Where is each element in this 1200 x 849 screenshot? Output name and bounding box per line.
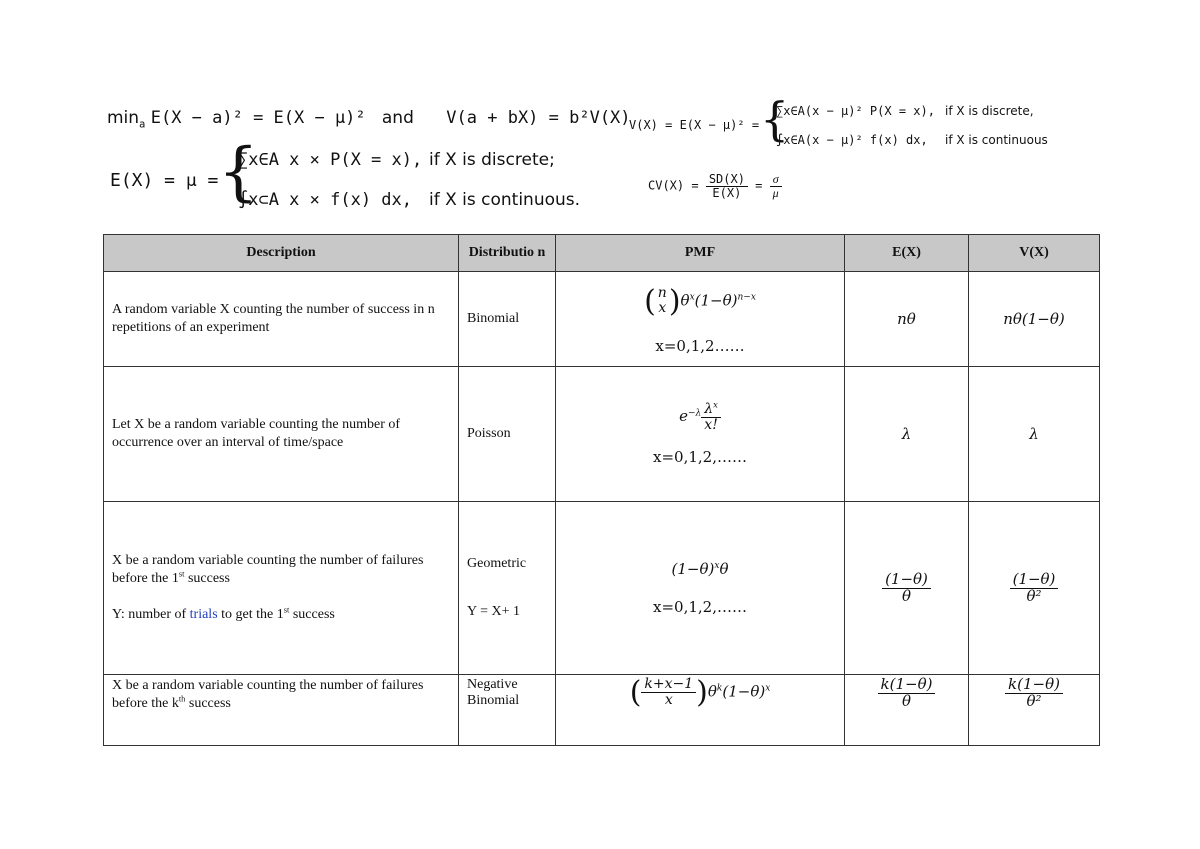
distribution-table	[103, 234, 1100, 746]
expectation-discrete-cond: if X is discrete;	[429, 150, 555, 170]
min-formula	[107, 108, 631, 131]
row-pmf	[556, 502, 845, 675]
row-mean	[845, 502, 969, 675]
min-label: min	[107, 108, 140, 128]
row-distribution	[459, 502, 556, 675]
expectation-continuous-expr: ∫x⊂A x × f(x) dx,	[238, 190, 412, 210]
row-description: X be a random variable counting the number of failures before the $k^{th}$ success	[104, 675, 459, 746]
row-mean	[845, 675, 969, 746]
header-description: Description	[104, 235, 459, 272]
variance-brace: {	[760, 92, 790, 146]
row-variance: nθ(1−θ)	[969, 272, 1100, 367]
row-variance	[969, 675, 1100, 746]
expectation-discrete-expr: ∑x∈A x × P(X = x),	[238, 150, 423, 170]
cv-fraction-greek	[770, 173, 782, 199]
trials-link[interactable]: trials	[189, 607, 218, 622]
variance-rule: V(a + bX) = b²V(X)	[446, 108, 631, 128]
binomial-pmf-formula: ( n x )$\theta^x(1-\theta)^{n-x}$	[644, 283, 756, 319]
variance-discrete-expr: ∑x∈A(x − μ)² P(X = x),	[776, 104, 935, 118]
expectation-lhs: E(X) = μ =	[110, 170, 219, 191]
negbin-pmf-formula: ( $\frac{k+x-1}{x}$ )$\theta^k(1-\theta)^x$	[629, 675, 771, 710]
row-description: A random variable X counting the number of success in n repetitions of an experiment	[104, 272, 459, 367]
geometric-desc-a: X be a random variable counting the number of failures before the 1st success	[112, 553, 424, 586]
cv-lhs: CV(X) =	[648, 178, 699, 193]
expectation-brace: {	[218, 135, 259, 209]
geometric-y-relation: Y = X+ 1	[467, 604, 520, 619]
cv-equals: =	[755, 178, 763, 193]
variance-discrete-cond: if X is discrete,	[945, 104, 1034, 118]
cv-numerator: SD(X)	[706, 173, 748, 187]
geometric-label: Geometric	[467, 556, 527, 571]
header-mean: E(X)	[845, 235, 969, 272]
min-subscript: a	[139, 119, 146, 131]
binomial-pmf-support: x=0,1,2……	[655, 336, 745, 355]
variance-lhs: V(X) = E(X − μ)² =	[629, 118, 760, 132]
negbin-mean-fraction: $\frac{k(1-\theta)}{\theta}$	[878, 677, 936, 710]
geometric-variance-fraction: $\frac{(1-\theta)}{\text{θ²}}$	[1010, 572, 1059, 605]
header-distribution: Distributio n	[459, 235, 556, 272]
cv-sigma: σ	[770, 173, 782, 187]
cv-formula	[648, 173, 782, 199]
variance-continuous-cond: if X is continuous	[945, 133, 1048, 147]
row-variance	[969, 502, 1100, 675]
geometric-pmf-support: x=0,1,2,……	[653, 598, 747, 616]
variance-continuous-expr: ∫x∈A(x − μ)² f(x) dx,	[776, 133, 928, 147]
row-distribution: Negative Binomial	[459, 675, 556, 746]
table-row	[104, 675, 1100, 746]
cv-fraction	[706, 173, 748, 199]
geometric-pmf-formula: $(1-\theta)^x\theta$	[671, 560, 729, 578]
expectation-continuous-cond: if X is continuous.	[429, 190, 581, 210]
row-distribution: Binomial	[459, 272, 556, 367]
row-variance: λ	[969, 367, 1100, 502]
header-variance: V(X)	[969, 235, 1100, 272]
row-pmf	[556, 367, 845, 502]
row-pmf	[556, 272, 845, 367]
row-pmf	[556, 675, 845, 746]
cv-mu: μ	[772, 185, 779, 200]
poisson-pmf-support: x=0,1,2,……	[653, 448, 747, 467]
table-row	[104, 272, 1100, 367]
row-mean: λ	[845, 367, 969, 502]
and-word: and	[381, 108, 414, 128]
row-description	[104, 502, 459, 675]
poisson-pmf-formula: $e^{-\lambda}$ $\frac{\lambda^x}{x!}$	[564, 402, 836, 432]
min-expression: E(X − a)² = E(X − μ)²	[150, 108, 366, 128]
row-description: Let X be a random variable counting the number of occurrence over an interval of time/space	[104, 367, 459, 502]
cv-denominator: E(X)	[712, 185, 742, 200]
geometric-desc-b: Y: number of trials to get the 1st success	[112, 605, 335, 622]
header-pmf: PMF	[556, 235, 845, 272]
geometric-mean-fraction: $\frac{(1-\theta)}{\theta}$	[882, 572, 931, 605]
table-row	[104, 502, 1100, 675]
table-header-row	[104, 235, 1100, 272]
negbin-variance-fraction: $\frac{k(1-\theta)}{\text{θ²}}$	[1005, 677, 1063, 710]
row-mean: nθ	[845, 272, 969, 367]
row-distribution: Poisson	[459, 367, 556, 502]
table-row	[104, 367, 1100, 502]
